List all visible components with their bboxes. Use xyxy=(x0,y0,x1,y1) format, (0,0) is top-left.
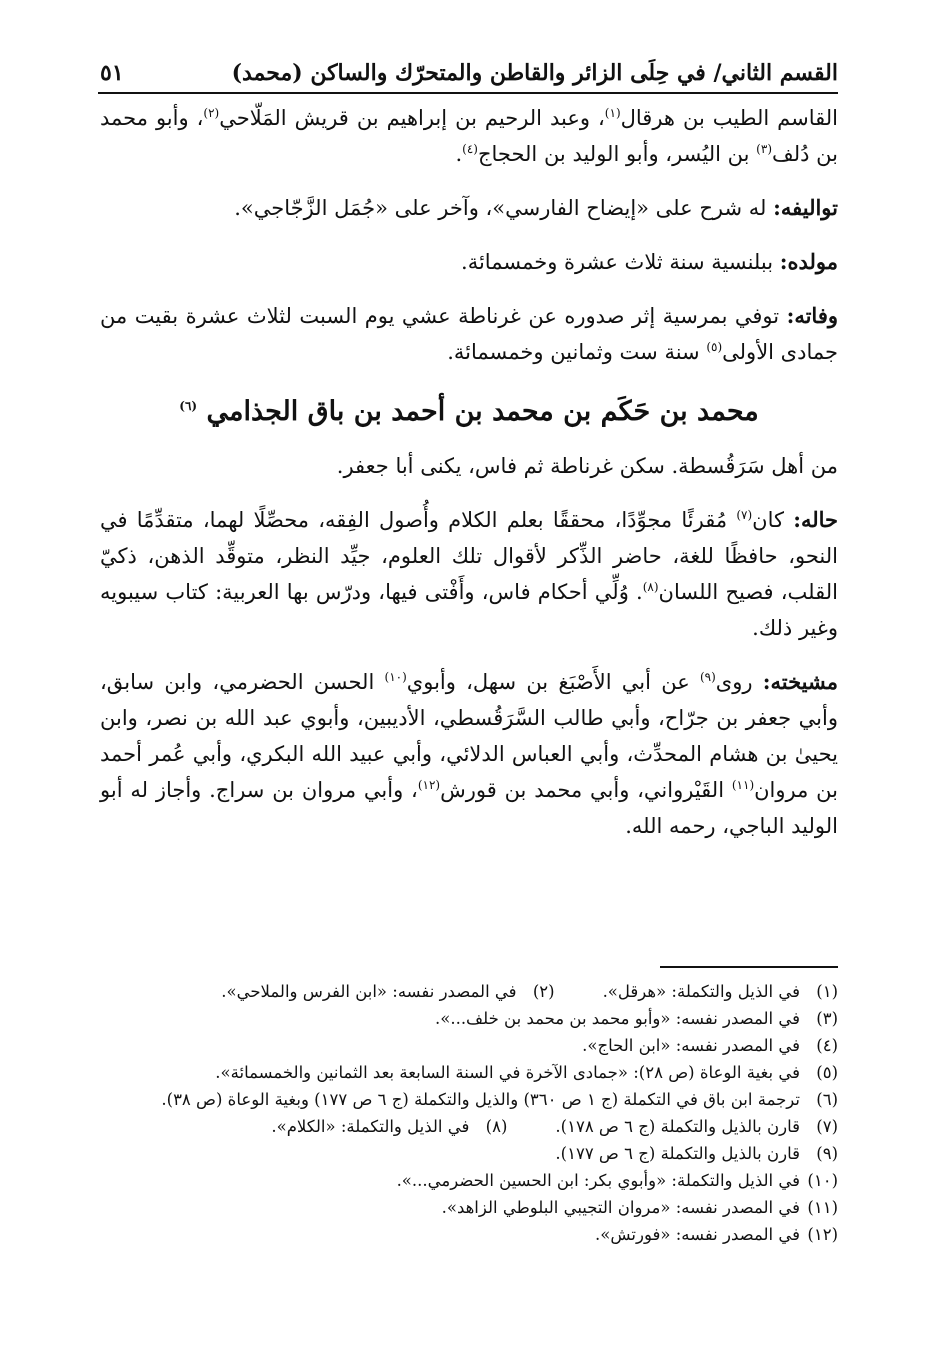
footnote-text: ترجمة ابن باق في التكملة (ج ١ ص ٣٦٠) والذيل والتكملة (ج ٦ ص ١٧٧) وبغية الوعاة (ص ٣٨). xyxy=(161,1090,800,1109)
footnote-text: في المصدر نفسه: «ابن الحاج». xyxy=(582,1036,800,1055)
paragraph-teachers-continued xyxy=(100,100,838,172)
footnote-text: في المصدر نفسه: «وأبو محمد بن محمد بن خلف...». xyxy=(434,1009,800,1028)
text-run: ، وأبي مروان بن سراج. وأجاز له أبو الوليد الباجي، رحمه الله. xyxy=(100,778,838,838)
text-run: الحسن الحضرمي، وابن سابق، وأبي جعفر بن جرّاح، وأبي طالب السَّرَقُسطي، الأديبين، وأبوي عبد الله بن نصر، وابن يحيىٰ بن هشام المحدِّث، وأبي العباس الدلائي، وأبي عبيد الله البكري، وأبي عُمر أحمد بن مروان xyxy=(100,670,839,802)
footnote-text: في المصدر نفسه: «مروان التجيبي البلوطي الزاهد». xyxy=(441,1198,800,1217)
footnote-number: (٥) xyxy=(816,1063,838,1082)
footnote xyxy=(100,1140,838,1167)
section-term: مشيخته: xyxy=(762,669,838,694)
footnote xyxy=(100,1059,838,1086)
text-run: القَيْرواني، وأبي محمد بن قورش xyxy=(440,778,732,802)
footnote-number: (١٢) xyxy=(807,1225,838,1244)
text-run: عن أبي الأَصْبَغ بن سهل، وأبوي xyxy=(406,670,700,694)
header-title: القسم الثاني/ في حِلَى الزائر والقاطن والمتحرّك والساكن (محمد) xyxy=(231,60,838,86)
text-run: توفي بمرسية إثر صدوره عن غرناطة عشي يوم السبت لثلاث عشرة بقيت من جمادى الأولى xyxy=(100,304,838,364)
footnote-separator xyxy=(660,966,838,968)
footnote-ref[interactable]: (٦) xyxy=(179,399,198,413)
paragraph-status xyxy=(100,502,838,646)
footnote-row xyxy=(100,1113,838,1140)
footnote-text: قارن بالذيل والتكملة (ج ٦ ص ١٧٨). xyxy=(555,1117,800,1136)
footnote-number: (١١) xyxy=(807,1198,838,1217)
footnote xyxy=(100,1194,838,1221)
paragraph-teachers xyxy=(100,664,838,844)
footnote xyxy=(100,1005,838,1032)
footnote-number: (٢) xyxy=(532,982,555,1001)
footnote-row xyxy=(100,978,838,1005)
text-run: مُقرئًا مجوِّدًا، محققًا بعلم الكلام وأُصول الفِقه، محصِّلًا لهما، متقدِّمًا في النحو، حافظًا للغة، حاضر الذِّكر لأقوال تلك العلوم، جيِّد النظر، متوقِّد الذهن، ذكيّ القلب، فصيح اللسان xyxy=(100,508,838,604)
footnote-text: قارن بالذيل والتكملة (ج ٦ ص ١٧٧). xyxy=(555,1144,800,1163)
text-run: سنة ست وثمانين وخمسمائة. xyxy=(447,340,707,364)
section-term: وفاته: xyxy=(786,303,838,328)
footnote-ref[interactable]: (٩) xyxy=(699,670,716,684)
paragraph-origin: من أهل سَرَقُسطة. سكن غرناطة ثم فاس، يكنى أبا جعفر. xyxy=(336,454,838,478)
footnotes xyxy=(100,978,838,1248)
text-run: ، وأبو محمد بن دُلف xyxy=(100,106,838,166)
footnote-number: (٣) xyxy=(816,1009,838,1028)
entry-title-text: محمد بن حَكَم بن محمد بن أحمد بن باق الجذامي xyxy=(206,396,759,427)
entry-title xyxy=(100,392,838,432)
footnote xyxy=(100,1167,838,1194)
footnote-text: في المصدر نفسه: «فورتش». xyxy=(595,1225,800,1244)
footnote xyxy=(221,978,554,1005)
section-term: مولده: xyxy=(779,249,838,274)
footnote-text: في بغية الوعاة (ص ٢٨): «جمادى الآخرة في السنة السابعة بعد الثمانين والخمسمائة». xyxy=(215,1063,800,1082)
footnote-number: (٨) xyxy=(485,1117,508,1136)
footnote-ref[interactable]: (٢) xyxy=(203,106,220,120)
text-run: . xyxy=(455,142,463,166)
text-run: ، وعبد الرحيم بن إبراهيم بن قريش المَلّاحي xyxy=(219,106,605,130)
text-run: روى xyxy=(715,670,763,694)
text-run: بن اليُسر، وأبو الوليد بن الحجاج xyxy=(477,142,757,166)
footnote-ref[interactable]: (٨) xyxy=(642,580,659,594)
footnote xyxy=(100,1086,838,1113)
footnote-number: (٧) xyxy=(816,1117,838,1136)
footnote xyxy=(271,1113,507,1140)
footnote-ref[interactable]: (٣) xyxy=(756,142,772,156)
footnote xyxy=(100,1221,838,1248)
text-run: ببلنسية سنة ثلاث عشرة وخمسمائة. xyxy=(461,250,780,274)
footnote-ref[interactable]: (٧) xyxy=(736,508,753,522)
paragraph-works xyxy=(100,190,838,226)
paragraph-death xyxy=(100,298,838,370)
footnote-ref[interactable]: (٤) xyxy=(462,142,478,156)
footnote-ref[interactable]: (٥) xyxy=(706,340,723,354)
footnote-number: (١٠) xyxy=(807,1171,838,1190)
footnote-ref[interactable]: (١٢) xyxy=(417,778,441,792)
footnote-number: (١) xyxy=(816,982,838,1001)
section-term: حاله: xyxy=(793,507,838,532)
text-run: كان xyxy=(752,508,794,532)
footnote-number: (٤) xyxy=(816,1036,838,1055)
main-text xyxy=(100,100,838,844)
text-run: القاسم الطيب بن هرقال xyxy=(620,106,838,130)
footnote-text: في الذيل والتكملة: «هرقل». xyxy=(602,982,800,1001)
text-run: له شرح على «إيضاح الفارسي»، وآخر على «جُمَل الزَّجّاجي». xyxy=(234,196,774,220)
text-run: . وُلِّي أحكام فاس، وأَفْتى فيها، ودرّس بها العربية: كتاب سيبويه وغير ذلك. xyxy=(100,580,838,640)
footnote-text: في الذيل والتكملة: «الكلام». xyxy=(271,1117,470,1136)
footnote xyxy=(100,1032,838,1059)
page-number: ٥١ xyxy=(100,60,124,86)
footnote-text: في الذيل والتكملة: «وأبوي بكر: ابن الحسين الحضرمي...». xyxy=(396,1171,800,1190)
footnote-number: (٦) xyxy=(816,1090,838,1109)
running-header xyxy=(100,56,838,90)
footnote xyxy=(555,1113,838,1140)
footnote-number: (٩) xyxy=(816,1144,838,1163)
paragraph-birth xyxy=(100,244,838,280)
section-term: تواليفه: xyxy=(773,195,838,220)
footnote xyxy=(603,978,838,1005)
footnote-ref[interactable]: (١١) xyxy=(731,778,755,792)
footnote-ref[interactable]: (١) xyxy=(604,106,621,120)
footnote-ref[interactable]: (١٠) xyxy=(384,670,407,684)
footnote-text: في المصدر نفسه: «ابن الفرس والملاحي». xyxy=(221,982,517,1001)
header-rule xyxy=(98,92,838,94)
